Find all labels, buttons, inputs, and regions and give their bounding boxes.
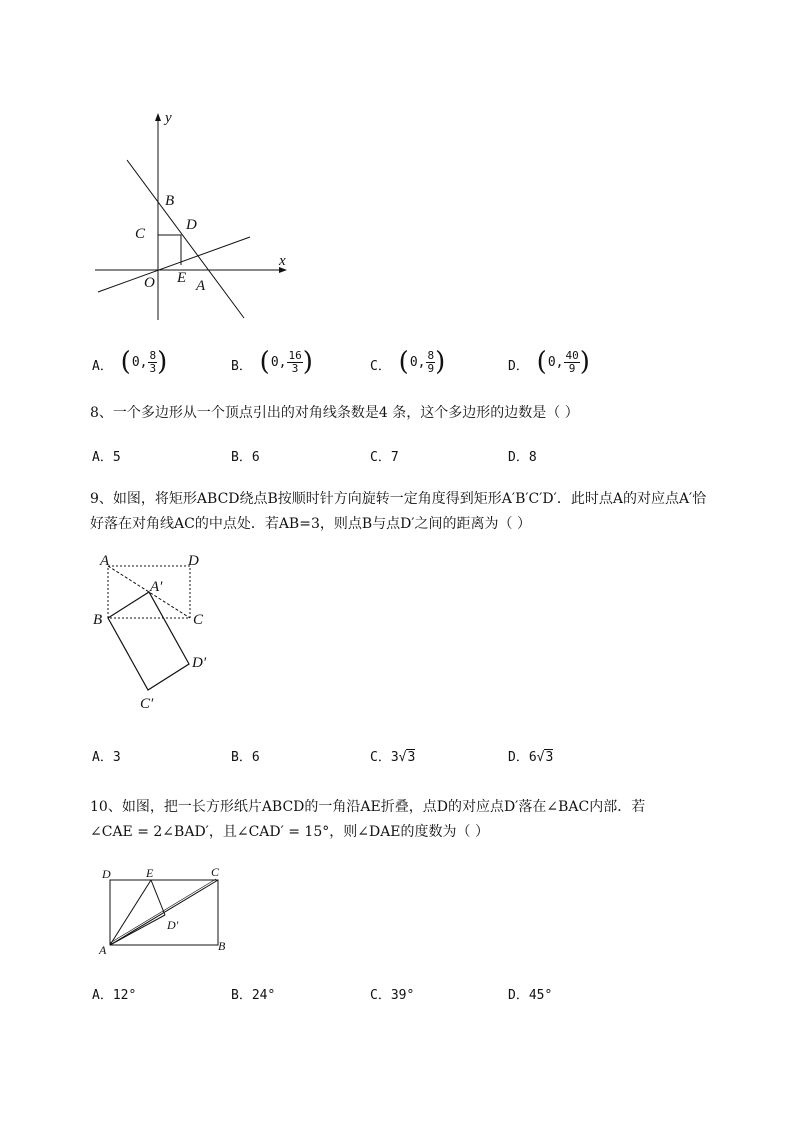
axis-x-label: x: [279, 253, 286, 269]
line-ae: [110, 880, 151, 945]
q7-option-a[interactable]: A． ( 0, $\frac{8}{3}$ ): [92, 347, 168, 377]
line-ed-prime: [151, 880, 165, 915]
line-ad-prime: [110, 915, 165, 945]
q10-option-a[interactable]: A．12°: [92, 988, 137, 1003]
q10-stem-line2: ∠CAE = 2∠BAD′，且∠CAD′ = 15°，则∠DAE的度数为（ ）: [90, 824, 489, 840]
point-d-prime-label: D′: [192, 655, 207, 671]
q7-option-b[interactable]: B． ( 0, $\frac{16}{3}$ ): [231, 347, 313, 377]
q8-option-c[interactable]: C．7: [370, 450, 399, 465]
q9-figure: [88, 550, 228, 715]
line-oe: [98, 237, 250, 292]
point-d-label: D: [102, 867, 111, 881]
q10-figure: [95, 862, 240, 962]
y-axis-arrow: [155, 113, 161, 121]
q9-option-d[interactable]: D．6√3: [508, 750, 554, 765]
point-e-label: E: [146, 866, 154, 880]
q8-option-d[interactable]: D．8: [508, 450, 537, 465]
point-a-label: A: [100, 553, 110, 569]
q9-option-c[interactable]: C．3√3: [370, 750, 416, 765]
q9-option-a[interactable]: A．3: [92, 750, 121, 765]
point-b-label: B: [165, 193, 175, 209]
q9-option-b[interactable]: B．6: [231, 750, 260, 765]
point-b-label: B: [218, 939, 226, 953]
q10-option-b[interactable]: B．24°: [231, 988, 276, 1003]
rectangle-cde: [158, 235, 181, 265]
q8-option-b[interactable]: B．6: [231, 450, 260, 465]
q8-stem: 8、一个多边形从一个顶点引出的对角线条数是4 条，这个多边形的边数是（ ）: [90, 405, 579, 421]
q7-option-d[interactable]: D． ( 0, $\frac{40}{9}$ ): [508, 347, 590, 377]
q10-option-c[interactable]: C．39°: [370, 988, 415, 1003]
point-e-label: E: [177, 270, 187, 286]
point-c-label: C: [193, 612, 204, 628]
q7-option-c[interactable]: C． ( 0, $\frac{8}{9}$ ): [370, 347, 446, 377]
point-b-label: B: [93, 612, 103, 628]
point-c-label: C: [135, 226, 146, 242]
q10-option-d[interactable]: D．45°: [508, 988, 553, 1003]
point-c-prime-label: C′: [140, 696, 154, 712]
point-a-prime-label: A′: [150, 579, 163, 595]
rect-a1b-c1d1: [108, 592, 189, 690]
axis-y-label: y: [165, 110, 172, 126]
point-d-prime-label: D′: [167, 918, 179, 932]
q9-stem-line2: 好落在对角线AC的中点处．若AB=3，则点B与点D′之间的距离为（ ）: [90, 516, 531, 532]
point-c-label: C: [211, 865, 220, 879]
point-o-label: O: [144, 275, 155, 291]
q8-option-a[interactable]: A．5: [92, 450, 121, 465]
q9-stem-line1: 9、如图，将矩形ABCD绕点B按顺时针方向旋转一定角度得到矩形A′B′C′D′．此时点A的对应点A′恰: [90, 491, 707, 507]
point-a-label: A: [99, 943, 107, 957]
point-d-label: D: [186, 217, 197, 233]
q10-stem-line1: 10、如图，把一长方形纸片ABCD的一角沿AE折叠，点D的对应点D′落在∠BAC内部．若: [90, 799, 646, 815]
point-d-label: D: [188, 553, 199, 569]
q7-figure: [90, 105, 305, 325]
point-a-label: A: [196, 278, 206, 294]
